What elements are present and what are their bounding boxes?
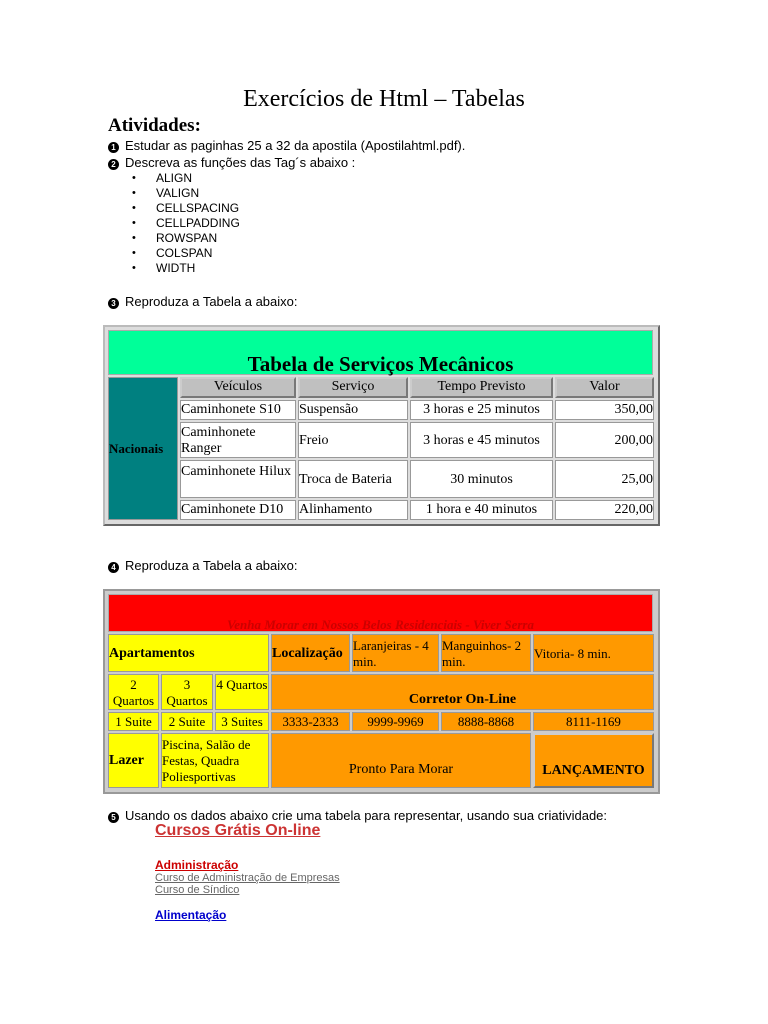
number-1-icon: 1 — [108, 142, 119, 153]
tag-item: • CELLSPACING — [112, 201, 240, 216]
category-link[interactable]: Alimentação — [155, 908, 227, 922]
table-cell: 350,00 — [555, 400, 654, 420]
location-cell: Manguinhos- 2 min. — [441, 634, 531, 672]
suite-cell: 2 Suite — [161, 712, 213, 731]
table-cell: Caminhonete Ranger — [180, 422, 296, 458]
services-table — [103, 325, 660, 526]
tag-item: • VALIGN — [112, 186, 240, 201]
activity-5-text: Usando os dados abaixo crie uma tabela para representar, usando sua criatividade: — [125, 808, 608, 823]
table-cell: Freio — [298, 422, 408, 458]
activity-3-text: Reproduza a Tabela a abaixo: — [125, 294, 298, 309]
table-cell: 220,00 — [555, 500, 654, 520]
table-cell: 30 minutos — [410, 460, 553, 498]
apartments-cell: Apartamentos — [108, 634, 269, 672]
table-cell: 25,00 — [555, 460, 654, 498]
section-heading: Atividades: — [108, 115, 201, 136]
activity-5 — [108, 808, 607, 823]
column-header: Veículos — [180, 377, 296, 398]
activity-3 — [108, 294, 298, 309]
tag-list — [112, 171, 240, 276]
activity-4-text: Reproduza a Tabela a abaixo: — [125, 558, 298, 573]
activity-4 — [108, 558, 298, 573]
phone-cell: 9999-9969 — [352, 712, 439, 731]
table-cell: Caminhonete Hilux — [180, 460, 296, 498]
location-cell: Vitoria- 8 min. — [533, 634, 654, 672]
table-cell: Caminhonete S10 — [180, 400, 296, 420]
activity-1 — [108, 138, 465, 153]
ready-cell: Pronto Para Morar — [271, 733, 531, 788]
number-4-icon: 4 — [108, 562, 119, 573]
category-link[interactable]: Administração — [155, 858, 239, 872]
suite-cell: 1 Suite — [108, 712, 159, 731]
leisure-cell: Lazer — [108, 733, 159, 788]
rooms-cell: 2 Quartos — [108, 674, 159, 710]
residential-table — [103, 589, 660, 794]
number-3-icon: 3 — [108, 298, 119, 309]
activity-2-text: Descreva as funções das Tag´s abaixo : — [125, 155, 356, 170]
tag-item: • COLSPAN — [112, 246, 240, 261]
table-cell: Suspensão — [298, 400, 408, 420]
number-2-icon: 2 — [108, 159, 119, 170]
rooms-cell: 4 Quartos — [215, 674, 269, 710]
tag-item: • ROWSPAN — [112, 231, 240, 246]
group-cell: Nacionais — [108, 377, 178, 520]
tag-item: • CELLPADDING — [112, 216, 240, 231]
location-cell: Laranjeiras - 4 min. — [352, 634, 439, 672]
rooms-cell: 3 Quartos — [161, 674, 213, 710]
table-cell: 3 horas e 45 minutos — [410, 422, 553, 458]
banner-cell: Venha Morar em Nossos Belos Residenciais - Viver Serra — [108, 594, 653, 632]
launch-cell: LANÇAMENTO — [533, 733, 654, 788]
broker-cell: Corretor On-Line — [271, 674, 654, 710]
location-cell: Localização — [271, 634, 350, 672]
table-cell: Caminhonete D10 — [180, 500, 296, 520]
number-5-icon: 5 — [108, 812, 119, 823]
course-link[interactable]: Curso de Administração de Empresas — [155, 872, 340, 884]
table-caption: Tabela de Serviços Mecânicos — [108, 330, 653, 375]
leisure-desc-cell: Piscina, Salão de Festas, Quadra Poliesportivas — [161, 733, 269, 788]
table-cell: 200,00 — [555, 422, 654, 458]
tag-item: • WIDTH — [112, 261, 240, 276]
table-cell: 1 hora e 40 minutos — [410, 500, 553, 520]
tag-item: • ALIGN — [112, 171, 240, 186]
column-header: Tempo Previsto — [410, 377, 553, 398]
phone-cell: 8111-1169 — [533, 712, 654, 731]
phone-cell: 3333-2333 — [271, 712, 350, 731]
column-header: Valor — [555, 377, 654, 398]
phone-cell: 8888-8868 — [441, 712, 531, 731]
table-cell: Troca de Bateria — [298, 460, 408, 498]
column-header: Serviço — [298, 377, 408, 398]
suite-cell: 3 Suites — [215, 712, 269, 731]
course-list — [155, 822, 340, 922]
courses-title-link[interactable]: Cursos Grátis On-line — [155, 822, 321, 839]
activity-2 — [108, 155, 355, 170]
course-link[interactable]: Curso de Síndico — [155, 884, 240, 896]
table-cell: 3 horas e 25 minutos — [410, 400, 553, 420]
activity-1-text: Estudar as paginhas 25 a 32 da apostila (Apostilahtml.pdf). — [125, 138, 466, 153]
table-cell: Alinhamento — [298, 500, 408, 520]
page-title: Exercícios de Html – Tabelas — [243, 86, 525, 112]
